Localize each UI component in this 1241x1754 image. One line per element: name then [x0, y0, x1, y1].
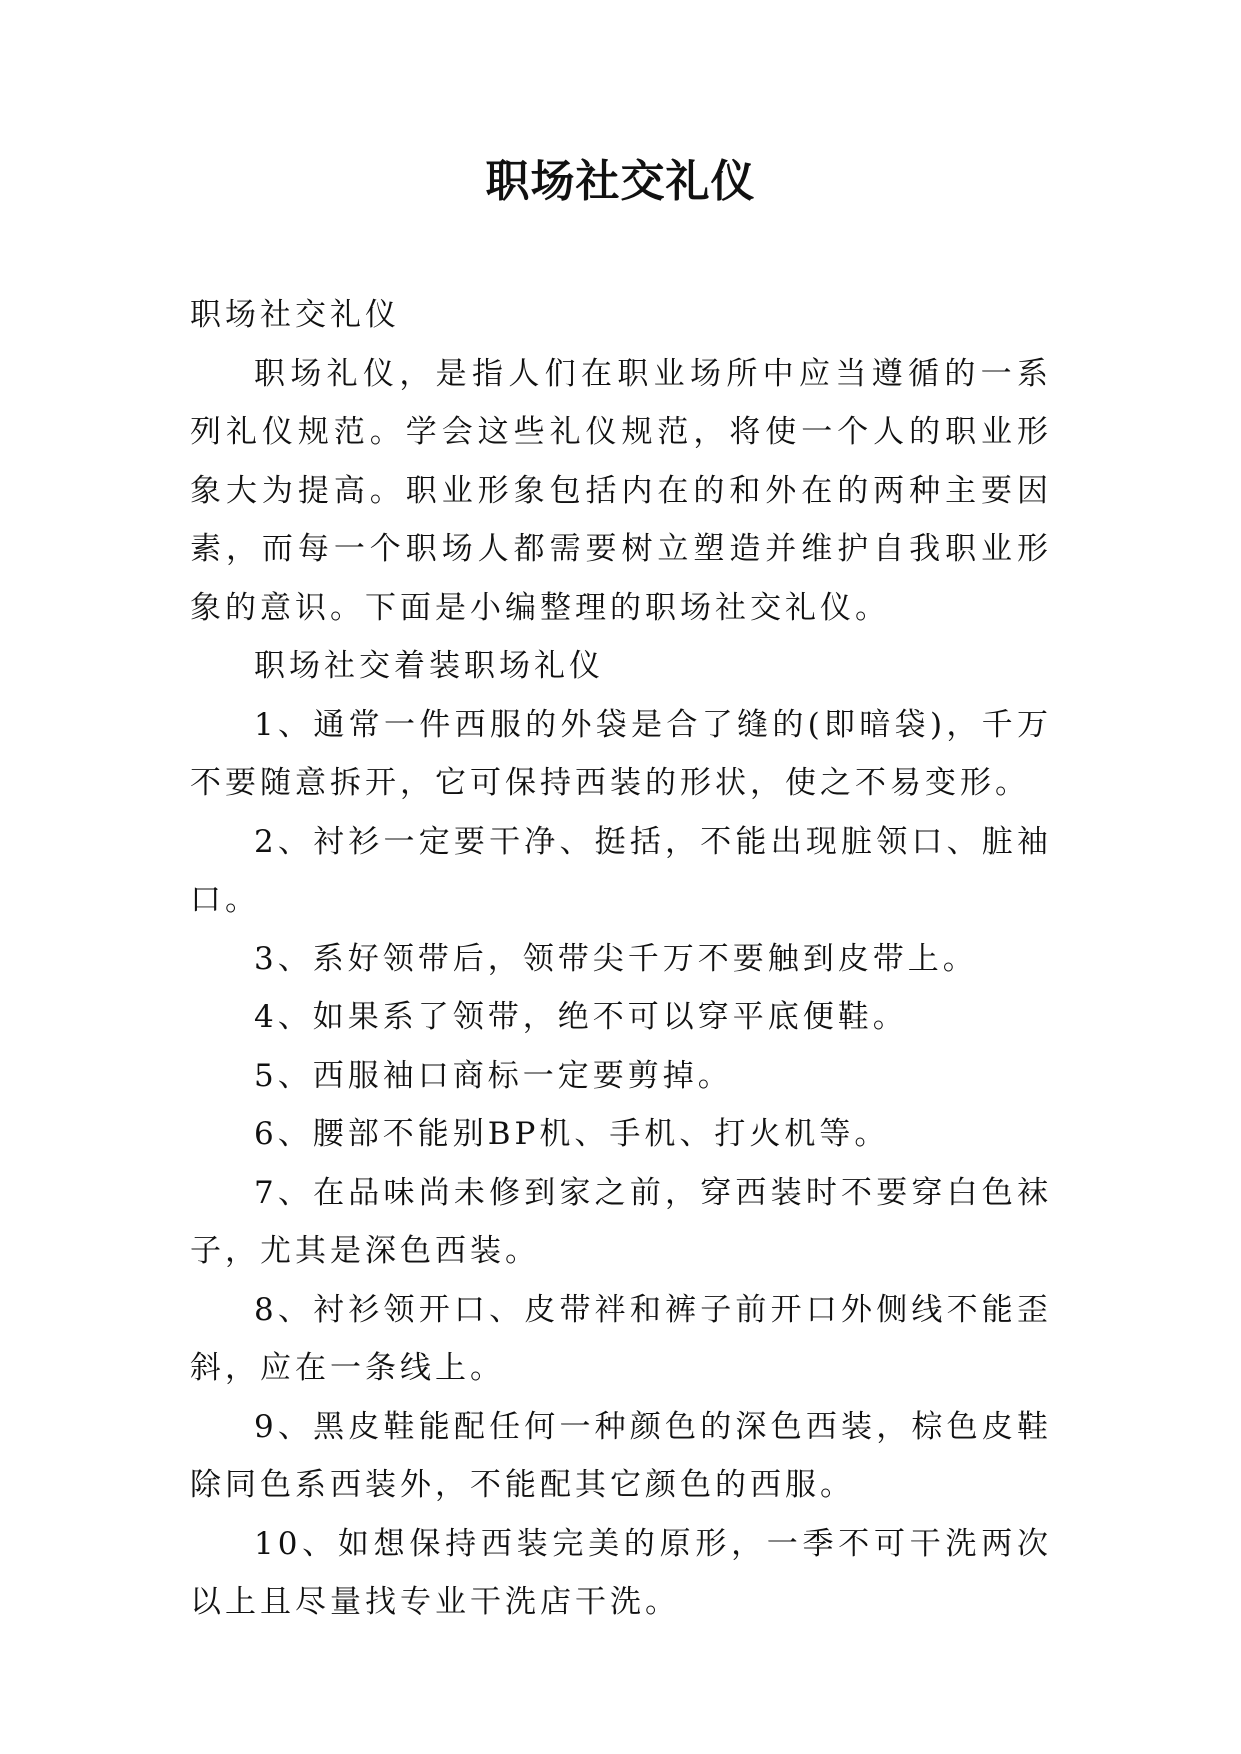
- section-heading: 职场社交礼仪: [190, 297, 400, 333]
- list-item: 1、通常一件西服的外袋是合了缝的(即暗袋)，千万不要随意拆开，它可保持西装的形状，使之不易变形。: [190, 706, 1052, 801]
- list-item: 5、西服袖口商标一定要剪掉。: [254, 1057, 733, 1094]
- list-item: 3、系好领带后，领带尖千万不要触到皮带上。: [254, 940, 978, 977]
- list-item: 2、衬衫一定要干净、挺括，不能出现脏领口、脏袖口。: [190, 823, 1052, 918]
- list-item: 9、黑皮鞋能配任何一种颜色的深色西装，棕色皮鞋除同色系西装外，不能配其它颜色的西服。: [190, 1408, 1052, 1503]
- list-item: 8、衬衫领开口、皮带袢和裤子前开口外侧线不能歪斜，应在一条线上。: [190, 1291, 1052, 1386]
- document-title: 职场社交礼仪: [485, 156, 756, 207]
- list-item: 4、如果系了领带，绝不可以穿平底便鞋。: [254, 999, 908, 1035]
- intro-paragraph: 职场礼仪，是指人们在职业场所中应当遵循的一系列礼仪规范。学会这些礼仪规范，将使一个人的职业形象大为提高。职业形象包括内在的和外在的两种主要因素，而每一个职场人都需要树立塑造并维护自我职业形象的意识。下面是小编整理的职场社交礼仪。: [190, 355, 1052, 626]
- document-body: [190, 286, 1052, 1632]
- list-item: 10、如想保持西装完美的原形，一季不可干洗两次以上且尽量找专业干洗店干洗。: [190, 1525, 1052, 1620]
- list-item: 7、在品味尚未修到家之前，穿西装时不要穿白色袜子，尤其是深色西装。: [190, 1174, 1052, 1269]
- list-item: 6、腰部不能别BP机、手机、打火机等。: [254, 1116, 890, 1152]
- subsection-heading: 职场社交着装职场礼仪: [254, 648, 604, 684]
